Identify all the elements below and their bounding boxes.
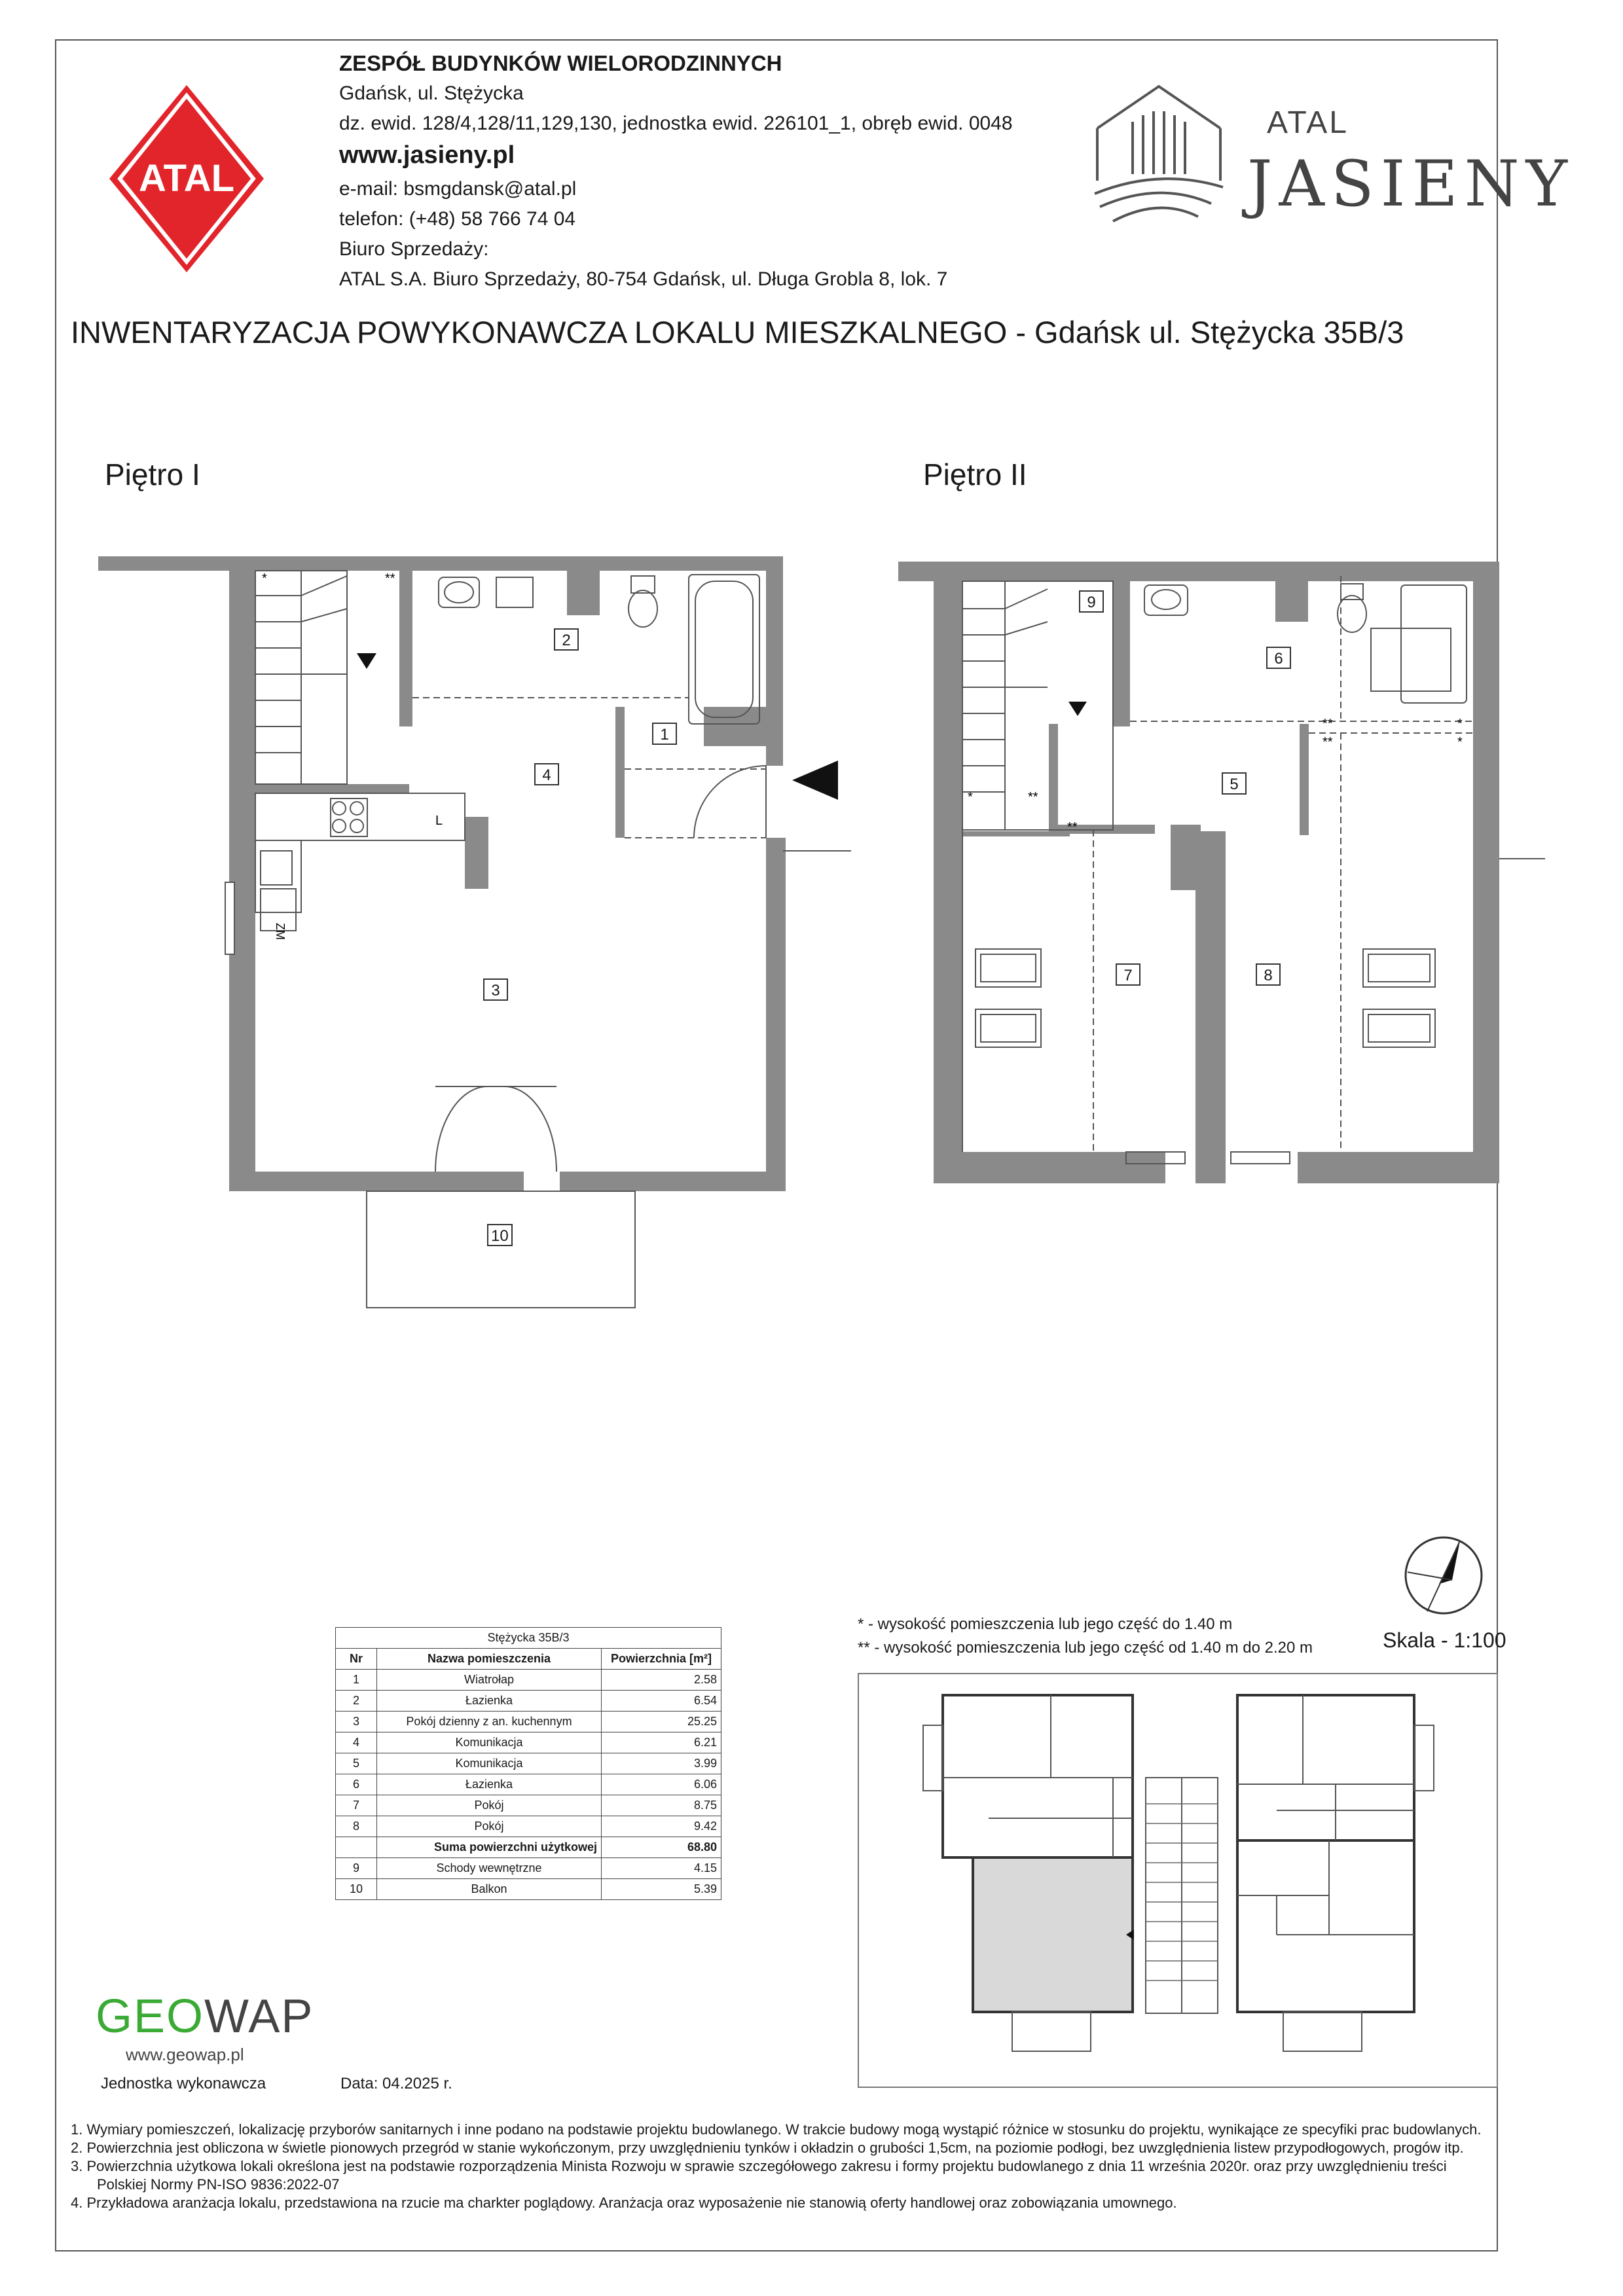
table-sum-row: Suma powierzchni użytkowej 68.80	[336, 1837, 721, 1858]
note-1: 1. Wymiary pomieszczeń, lokalizację przyborów sanitarnych i inne podano na podstawie projektu budowlanego. W trakcie budowy mogą wystąpić różnice w stosunku do projektu, wynikające ze specyfiki prac budowlanych.	[71, 2121, 1482, 2138]
floor1-dstar: **	[385, 571, 395, 586]
table-header-area: Powierzchnia [m²]	[602, 1649, 721, 1670]
floor2-label: Piętro II	[923, 457, 1027, 492]
room-tag-9: 9	[1079, 590, 1104, 613]
room-tag-1: 1	[652, 723, 677, 745]
floor1-wall-bottom-right	[560, 1172, 786, 1191]
floor1-wall-right-lower	[766, 838, 786, 1191]
floor2-dstar-c: **	[1322, 717, 1333, 731]
floor2-plan	[897, 556, 1552, 1185]
floor2-wall-bottom-left	[934, 1152, 1165, 1183]
floor2-wall-bottom-right	[1298, 1152, 1473, 1183]
floor1-balcony	[367, 1191, 635, 1308]
table-row: 7 Pokój 8.75	[336, 1795, 721, 1816]
floor1-wall-right-upper	[766, 556, 783, 766]
floor1-window-left	[225, 882, 234, 954]
floor2-stair-arrow	[1068, 702, 1087, 716]
floor1-wall-stair	[255, 784, 409, 793]
floor2-wall-hall-right	[1300, 724, 1309, 835]
table-row: 1 Wiatrołap 2.58	[336, 1670, 721, 1691]
executor-label: Jednostka wykonawcza	[101, 2075, 266, 2092]
brand-large: JASIENY	[1247, 147, 1574, 221]
project-address: Gdańsk, ul. Stężycka	[339, 82, 524, 104]
floor2-wall-bottom-mid	[1195, 1152, 1226, 1183]
floor1-balcony-door	[435, 1086, 556, 1172]
table-row: 2 Łazienka 6.54	[336, 1691, 721, 1712]
room-tag-10: 10	[487, 1224, 513, 1246]
floor1-wall-bath-left	[399, 569, 412, 726]
notes-list	[55, 2121, 1495, 2212]
date-label: Data: 04.2025 r.	[340, 2075, 452, 2092]
note-4: 4. Przykładowa aranżacja lokalu, przedstawiona na rzucie ma charkter poglądowy. Aranżacja oraz wyposażenie nie stanowią oferty handlowej oraz zobowiązania umownego.	[71, 2195, 1177, 2211]
room-tag-5: 5	[1222, 772, 1247, 795]
table-caption: Stężycka 35B/3	[336, 1628, 721, 1649]
project-name: ZESPÓŁ BUDYNKÓW WIELORODZINNYCH	[339, 51, 782, 75]
floor2-dstar-b: **	[1067, 820, 1078, 834]
atal-logo-text: ATAL	[138, 157, 235, 200]
floor2-wall-bath-notch	[1275, 576, 1308, 622]
floor1-wall-left	[229, 556, 255, 1191]
table-header-name: Nazwa pomieszczenia	[377, 1649, 602, 1670]
floor2-dstar-d: **	[1322, 735, 1333, 749]
floor2-wall-stair-right	[1113, 576, 1130, 726]
document-title: INWENTARYZACJA POWYKONAWCZA LOKALU MIESZKALNEGO - Gdańsk ul. Stężycka 35B/3	[71, 315, 1404, 350]
floor2-wall-top	[898, 562, 1473, 581]
floor1-star: *	[262, 571, 267, 586]
floor1-fridge-label: L	[435, 814, 443, 828]
floor1-wall-vest-left	[615, 707, 625, 838]
floor1-entrance-arrow	[792, 761, 838, 800]
room-tag-3: 3	[483, 978, 508, 1001]
room-tag-4: 4	[534, 763, 559, 785]
floor1-wall-top	[98, 556, 766, 571]
floor2-star-c: *	[1457, 735, 1463, 749]
table-row: 10 Balkon 5.39	[336, 1879, 721, 1900]
table-row: 6 Łazienka 6.06	[336, 1774, 721, 1795]
geowap-logo: GEOWAP	[96, 1990, 314, 2043]
website-link[interactable]: www.jasieny.pl	[339, 141, 515, 169]
phone-text: telefon: (+48) 58 766 74 04	[339, 208, 576, 230]
email-text[interactable]: e-mail: bsmgdansk@atal.pl	[339, 178, 577, 200]
floor1-stair-arrow	[357, 653, 376, 669]
key-plan-highlight	[974, 1859, 1131, 2011]
jasieny-logo-mark	[1093, 82, 1224, 226]
floor1-vestibule-door	[625, 766, 766, 838]
legend-double-star: ** - wysokość pomieszczenia lub jego część od 1.40 m do 2.20 m	[858, 1639, 1313, 1657]
note-3: 3. Powierzchnia użytkowa lokali określona jest na podstawie rozporządzenia Minista Rozwoju w sprawie szczegółowego zakresu i formy projektu budowlanego z dnia 11 września 2020r. oraz przy uwzględnieniu treści Polskiej Normy PN-ISO 9836:2022-07	[71, 2158, 1447, 2193]
floor1-wall-kitchen	[465, 817, 488, 889]
plot-info: dz. ewid. 128/4,128/11,129,130, jednostka ewid. 226101_1, obręb ewid. 0048	[339, 113, 1013, 134]
room-tag-6: 6	[1266, 647, 1291, 669]
building-key-plan	[858, 1673, 1498, 2088]
table-header-nr: Nr	[336, 1649, 377, 1670]
room-tag-7: 7	[1116, 963, 1140, 986]
floor2-star-a: *	[968, 790, 973, 804]
floor1-wall-vest-right	[704, 707, 766, 746]
scale-label: Skala - 1:100	[1383, 1628, 1506, 1652]
floor2-wall-mid	[1195, 831, 1226, 1152]
office-address: ATAL S.A. Biuro Sprzedaży, 80-754 Gdańsk, ul. Długa Grobla 8, lok. 7	[339, 268, 948, 290]
floor2-wall-right	[1473, 562, 1499, 1183]
table-row: 4 Komunikacja 6.21	[336, 1732, 721, 1753]
floor2-wall-room7-top	[962, 831, 1070, 836]
room-tag-2: 2	[554, 628, 579, 651]
floor1-washer-label: ZM	[274, 923, 287, 940]
note-2: 2. Powierzchnia jest obliczona w świetle pionowych przegród w stanie wykończonym, przy uwzględnieniu tynków i okładzin o grubości 1,5cm, na poziomie podłogi, bez uwzględnienia listew przypodłogowych, progów itp.	[71, 2140, 1464, 2156]
atal-logo	[108, 84, 265, 274]
floor2-star-b: *	[1457, 717, 1463, 731]
room-area-table	[335, 1627, 721, 1900]
room-tag-8: 8	[1256, 963, 1281, 986]
office-label: Biuro Sprzedaży:	[339, 238, 489, 260]
table-row: 5 Komunikacja 3.99	[336, 1753, 721, 1774]
floor2-dstar-a: **	[1028, 790, 1038, 804]
legend-single-star: * - wysokość pomieszczenia lub jego część do 1.40 m	[858, 1615, 1233, 1633]
floor1-wall-bath-notch	[567, 569, 600, 615]
table-row: 3 Pokój dzienny z an. kuchennym 25.25	[336, 1712, 721, 1732]
floor1-kitchen	[255, 793, 465, 931]
table-row: 8 Pokój 9.42	[336, 1816, 721, 1837]
floor2-wall-hall-left	[1049, 724, 1058, 831]
floor1-plan	[92, 543, 851, 1316]
brand-small: ATAL	[1267, 105, 1349, 140]
floor2-wall-left	[934, 562, 962, 1183]
geowap-url[interactable]: www.geowap.pl	[126, 2045, 244, 2064]
floor1-stairs	[255, 571, 347, 784]
north-arrow-icon	[1401, 1533, 1486, 1618]
table-row: 9 Schody wewnętrzne 4.15	[336, 1858, 721, 1879]
floor1-label: Piętro I	[105, 457, 200, 492]
floor1-wall-bottom-left	[229, 1172, 524, 1191]
